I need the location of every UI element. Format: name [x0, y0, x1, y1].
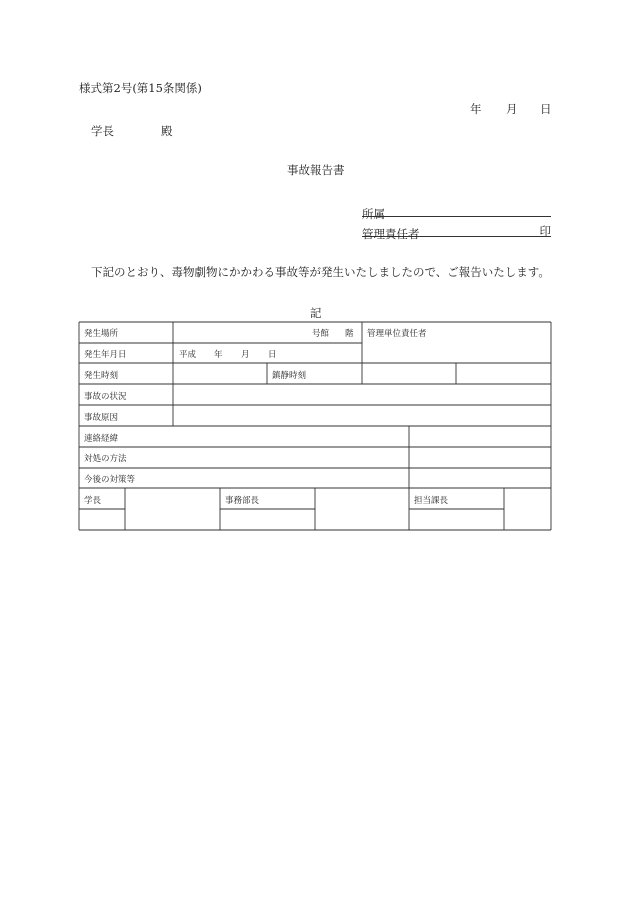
ki-label: 記: [310, 306, 322, 320]
measures-label: 対処の方法: [84, 454, 127, 464]
affiliation-label: 所属: [362, 207, 385, 221]
floor-label: 階: [345, 329, 354, 339]
era-label: 平成: [179, 350, 197, 360]
approval-president-label: 学長: [84, 496, 102, 506]
time-label: 発生時刻: [84, 371, 119, 381]
seal-label: 印: [539, 224, 551, 238]
month-label: 月: [241, 350, 250, 360]
location-label: 発生場所: [84, 329, 119, 339]
building-label: 号館: [312, 329, 330, 339]
date-month-label: 月: [506, 102, 518, 116]
date-day-label: 日: [540, 102, 552, 116]
date-label: 発生年月日: [84, 350, 127, 360]
addressee-honorific: 殿: [161, 124, 173, 138]
page-title: 事故報告書: [287, 163, 345, 177]
situation-label: 事故の状況: [84, 392, 127, 402]
date-year-label: 年: [470, 102, 482, 116]
cause-label: 事故原因: [84, 413, 119, 423]
form-number: 様式第2号(第15条関係): [79, 81, 202, 95]
calm-time-label: 鎮静時刻: [272, 371, 307, 381]
year-label: 年: [214, 350, 223, 360]
unit-manager-label: 管理単位責任者: [367, 329, 427, 339]
body-text: 下記のとおり、毒物劇物にかかわる事故等が発生いたしましたので、ご報告いたします。: [91, 265, 550, 279]
addressee-title: 学長: [91, 124, 114, 138]
approval-section-chief-label: 担当課長: [414, 496, 449, 506]
contact-label: 連絡経緯: [84, 434, 119, 444]
approval-admin-director-label: 事務部長: [225, 496, 260, 506]
future-label: 今後の対策等: [84, 475, 136, 485]
day-label: 日: [268, 350, 277, 360]
manager-label: 管理責任者: [362, 227, 420, 241]
